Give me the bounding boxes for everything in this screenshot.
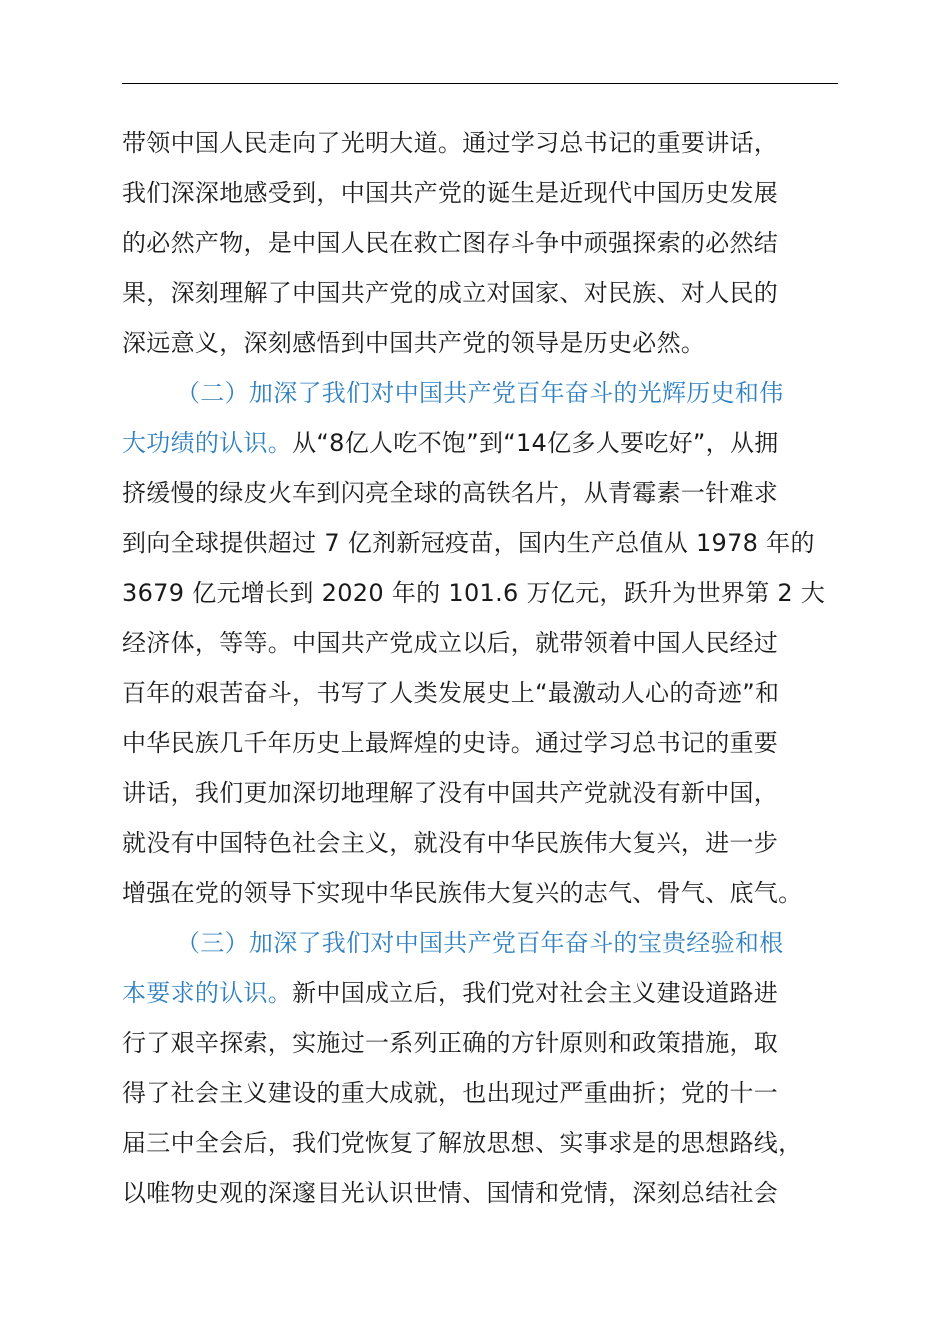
document-body xyxy=(122,118,852,1218)
text-segment: 从“8亿人吃不饱”到“14亿多人要吃好”，从拥 xyxy=(292,429,779,457)
text-line: 我们深深地感受到，中国共产党的诞生是近现代中国历史发展 xyxy=(122,179,779,207)
text-line: 中华民族几千年历史上最辉煌的史诗。通过学习总书记的重要 xyxy=(122,729,779,757)
text-line: 就没有中国特色社会主义，就没有中华民族伟大复兴，进一步 xyxy=(122,829,779,857)
text-line: 果，深刻理解了中国共产党的成立对国家、对民族、对人民的 xyxy=(122,279,779,307)
text-line: 到向全球提供超过 7 亿剂新冠疫苗，国内生产总值从 1978 年的 xyxy=(122,529,815,557)
text-line: 讲话，我们更加深切地理解了没有中国共产党就没有新中国， xyxy=(122,779,779,807)
text-line: 得了社会主义建设的重大成就，也出现过严重曲折；党的十一 xyxy=(122,1079,779,1107)
text-line: 届三中全会后，我们党恢复了解放思想、实事求是的思想路线， xyxy=(122,1129,803,1157)
section-2-paragraph xyxy=(122,368,852,918)
text-line: 以唯物史观的深邃目光认识世情、国情和党情，深刻总结社会 xyxy=(122,1179,779,1207)
section-3-heading: （三）加深了我们对中国共产党百年奋斗的宝贵经验和根 xyxy=(176,929,784,957)
text-line: 挤缓慢的绿皮火车到闪亮全球的高铁名片，从青霉素一针难求 xyxy=(122,479,779,507)
section-2-heading: （二）加深了我们对中国共产党百年奋斗的光辉历史和伟 xyxy=(176,379,784,407)
text-line: 行了艰辛探索，实施过一系列正确的方针原则和政策措施，取 xyxy=(122,1029,779,1057)
section-3-paragraph xyxy=(122,918,852,1218)
text-line xyxy=(122,968,852,1018)
text-line: 的必然产物，是中国人民在救亡图存斗争中顽强探索的必然结 xyxy=(122,229,779,257)
section-3-heading-end: 本要求的认识。 xyxy=(122,979,293,1007)
text-line: 经济体，等等。中国共产党成立以后，就带领着中国人民经过 xyxy=(122,629,779,657)
text-line: 3679 亿元增长到 2020 年的 101.6 万亿元，跃升为世界第 2 大 xyxy=(122,579,826,607)
text-line xyxy=(122,418,852,468)
text-line: 增强在党的领导下实现中华民族伟大复兴的志气、骨气、底气。 xyxy=(122,879,803,907)
header-rule xyxy=(122,83,838,84)
text-line: 带领中国人民走向了光明大道。通过学习总书记的重要讲话， xyxy=(122,129,779,157)
section-2-heading-end: 大功绩的认识。 xyxy=(122,429,293,457)
text-line: 深远意义，深刻感悟到中国共产党的领导是历史必然。 xyxy=(122,329,706,357)
paragraph-1 xyxy=(122,118,852,368)
text-line: 百年的艰苦奋斗，书写了人类发展史上“最激动人心的奇迹”和 xyxy=(122,679,780,707)
text-segment: 新中国成立后，我们党对社会主义建设道路进 xyxy=(292,979,779,1007)
